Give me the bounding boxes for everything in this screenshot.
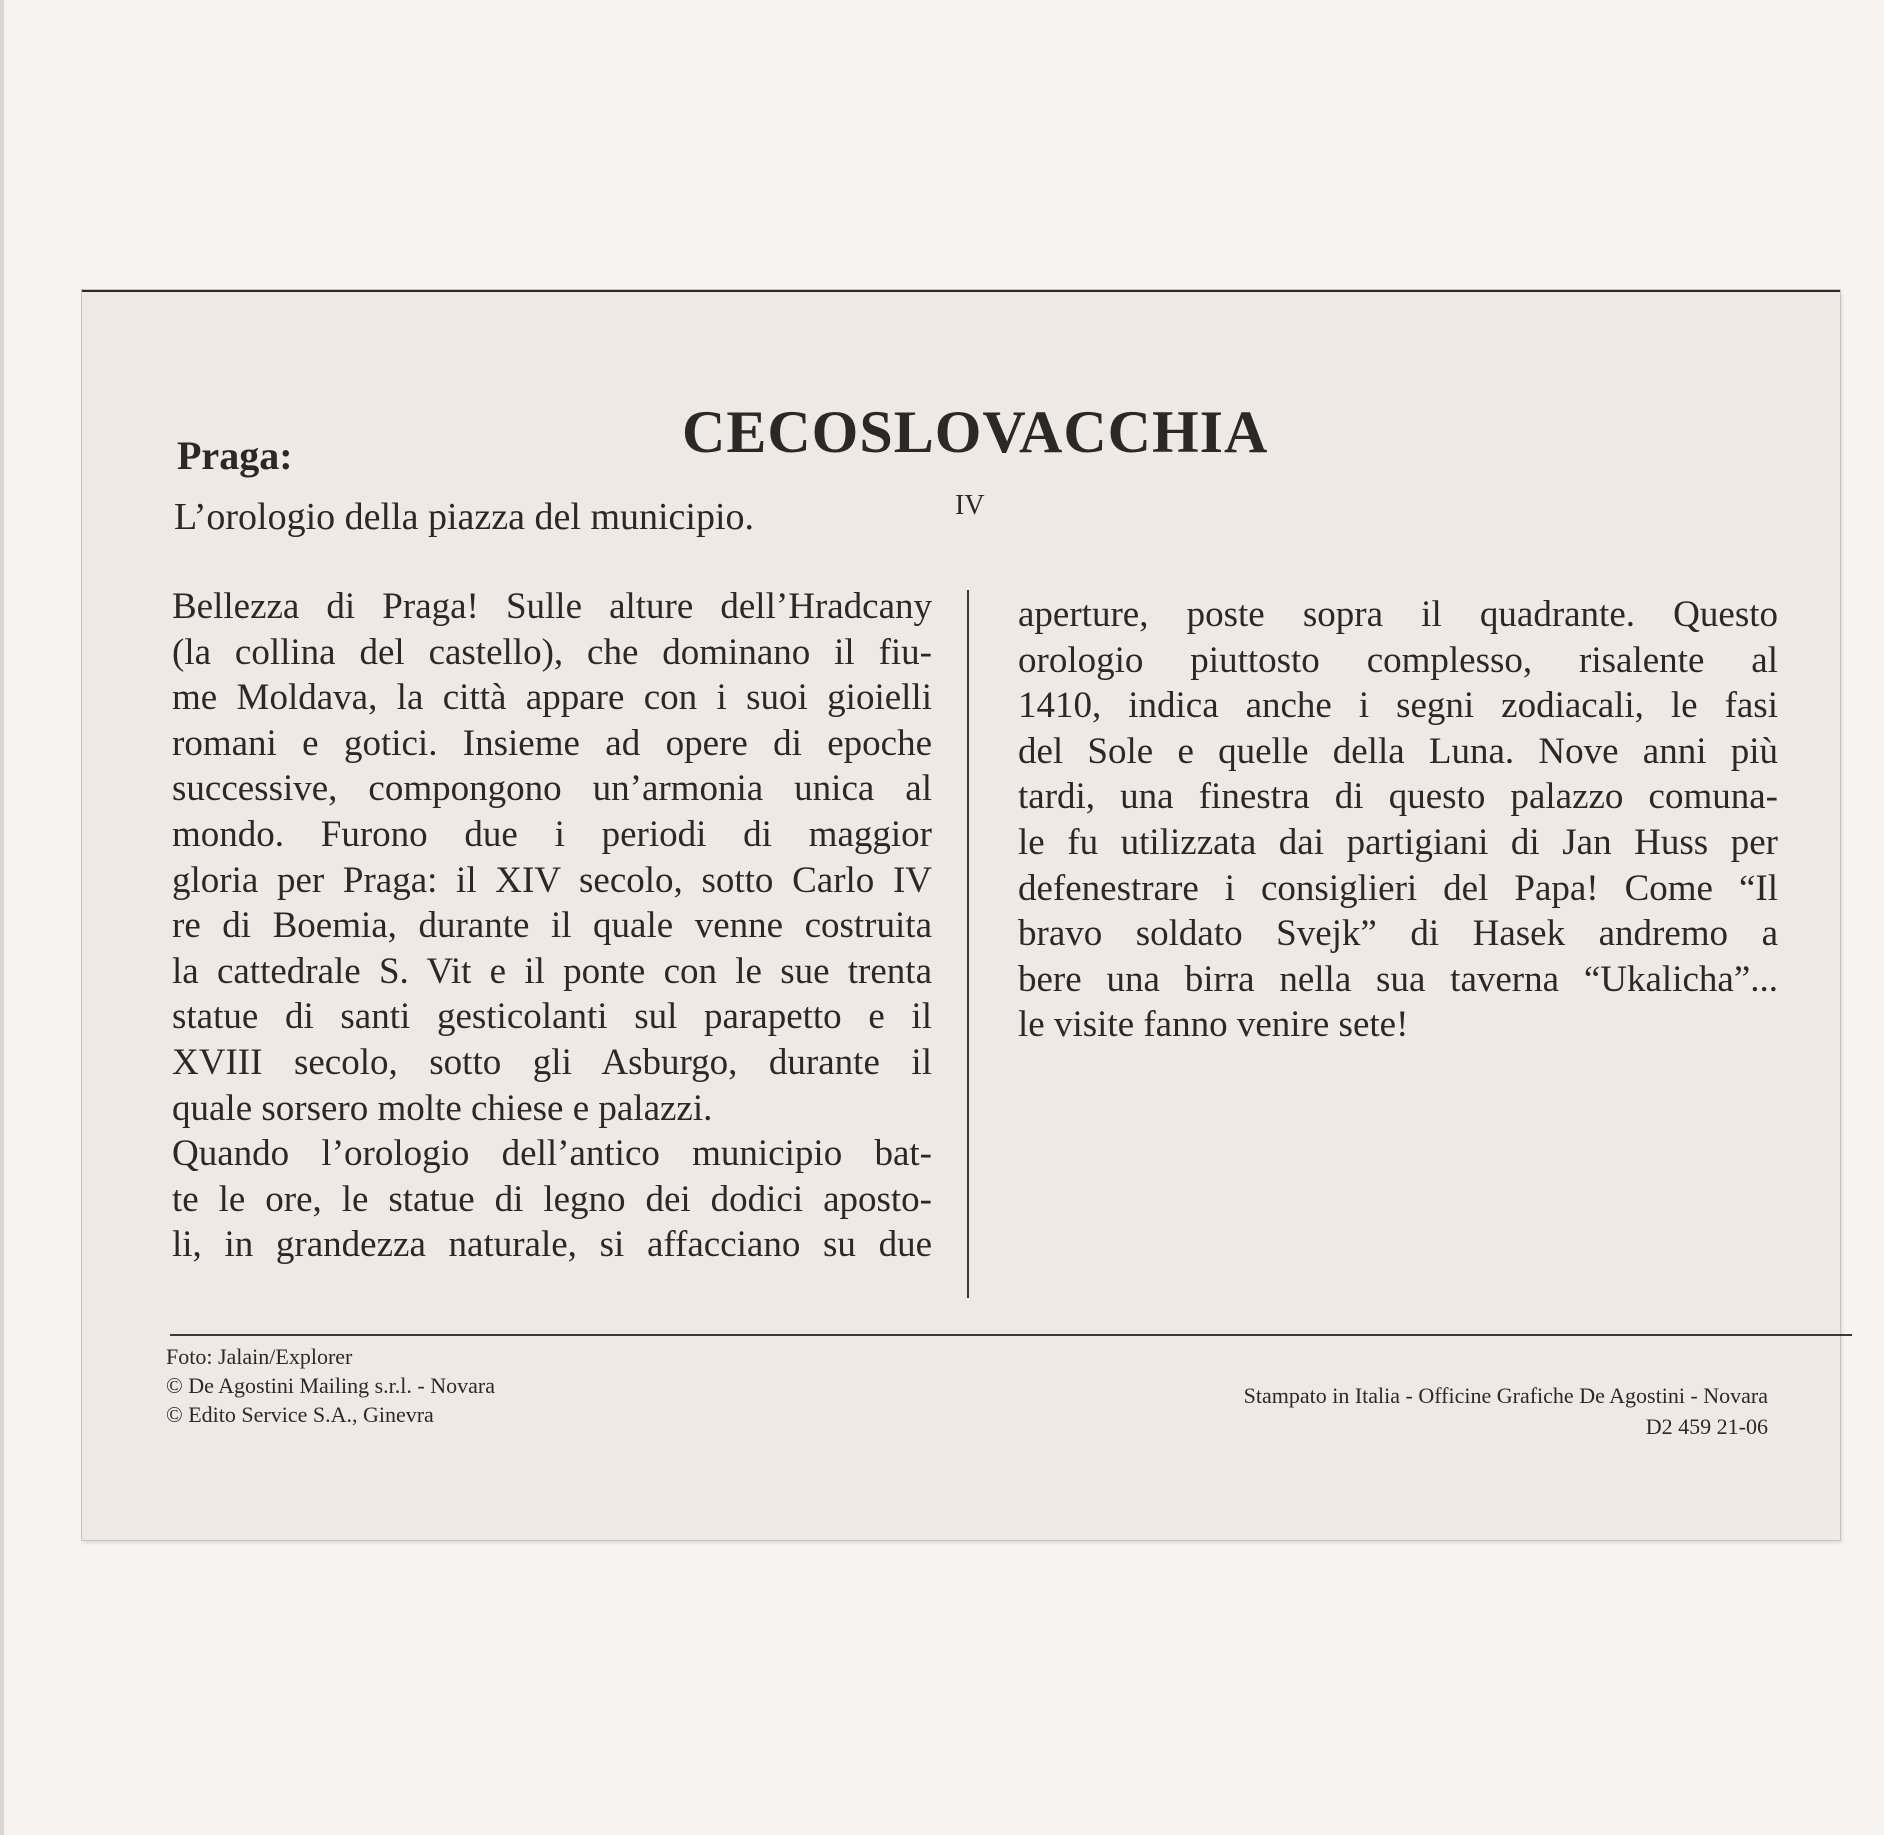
- text-line: le fu utilizzata dai partigiani di Jan Huss per: [1018, 821, 1778, 863]
- text-line: romani e gotici. Insieme ad opere di epoche: [172, 722, 932, 764]
- text-line: re di Boemia, durante il quale venne costruita: [172, 905, 932, 947]
- copyright-line: © De Agostini Mailing s.r.l. - Novara: [166, 1373, 495, 1398]
- text-line: mondo. Furono due i periodi di maggior: [172, 813, 932, 855]
- text-line: aperture, poste sopra il quadrante. Questo: [1018, 594, 1778, 635]
- text-line: la cattedrale S. Vit e il ponte con le sue trenta: [172, 950, 932, 992]
- product-code: D2 459 21-06: [1645, 1414, 1768, 1439]
- printer-line: Stampato in Italia - Officine Grafiche De Agostini - Novara: [1243, 1383, 1768, 1408]
- text-column-right: [1018, 592, 1778, 1048]
- postcard-back: [82, 290, 1840, 1540]
- text-column-left: [172, 584, 932, 1268]
- photo-credits: [166, 1342, 495, 1429]
- text-line: bere una birra nella sua taverna “Ukalicha”...: [1018, 958, 1778, 1000]
- text-line: quale sorsero molte chiese e palazzi.: [172, 1087, 713, 1129]
- text-line: Quando l’orologio dell’antico municipio bat-: [172, 1133, 932, 1175]
- text-line: Bellezza di Praga! Sulle alture dell’Hradcany: [172, 586, 932, 627]
- text-line: (la collina del castello), che dominano il fiu-: [172, 631, 932, 673]
- text-line: successive, compongono un’armonia unica al: [172, 768, 932, 810]
- card-top-edge: [82, 290, 1840, 292]
- scan-background-edge: [0, 0, 4, 1835]
- place-heading: Praga:: [177, 433, 293, 478]
- subtitle: L’orologio della piazza del municipio.: [174, 496, 755, 538]
- text-line: le visite fanno venire sete!: [1018, 1004, 1409, 1046]
- text-line: bravo soldato Svejk” di Hasek andremo a: [1018, 913, 1778, 955]
- column-divider: [967, 590, 969, 1298]
- text-line: defenestrare i consiglieri del Papa! Come “Il: [1018, 867, 1778, 909]
- text-line: li, in grandezza naturale, si affacciano su due: [172, 1224, 932, 1266]
- printer-info: [1244, 1380, 1768, 1442]
- series-numeral: IV: [955, 490, 985, 521]
- text-line: tardi, una finestra di questo palazzo comuna-: [1018, 776, 1778, 818]
- text-line: del Sole e quelle della Luna. Nove anni più: [1018, 730, 1778, 772]
- photo-credit: Foto: Jalain/Explorer: [166, 1344, 353, 1369]
- page-title: CECOSLOVACCHIA: [682, 399, 1269, 465]
- text-line: XVIII secolo, sotto gli Asburgo, durante il: [172, 1041, 932, 1083]
- text-line: 1410, indica anche i segni zodiacali, le fasi: [1018, 685, 1778, 727]
- text-line: gloria per Praga: il XIV secolo, sotto Carlo IV: [172, 859, 932, 901]
- text-line: orologio piuttosto complesso, risalente al: [1018, 639, 1778, 681]
- text-line: me Moldava, la città appare con i suoi gioielli: [172, 677, 932, 719]
- footer-divider: [170, 1334, 1852, 1336]
- text-line: statue di santi gesticolanti sul parapetto e il: [172, 996, 932, 1038]
- text-line: te le ore, le statue di legno dei dodici aposto-: [172, 1178, 932, 1220]
- copyright-line: © Edito Service S.A., Ginevra: [166, 1402, 434, 1427]
